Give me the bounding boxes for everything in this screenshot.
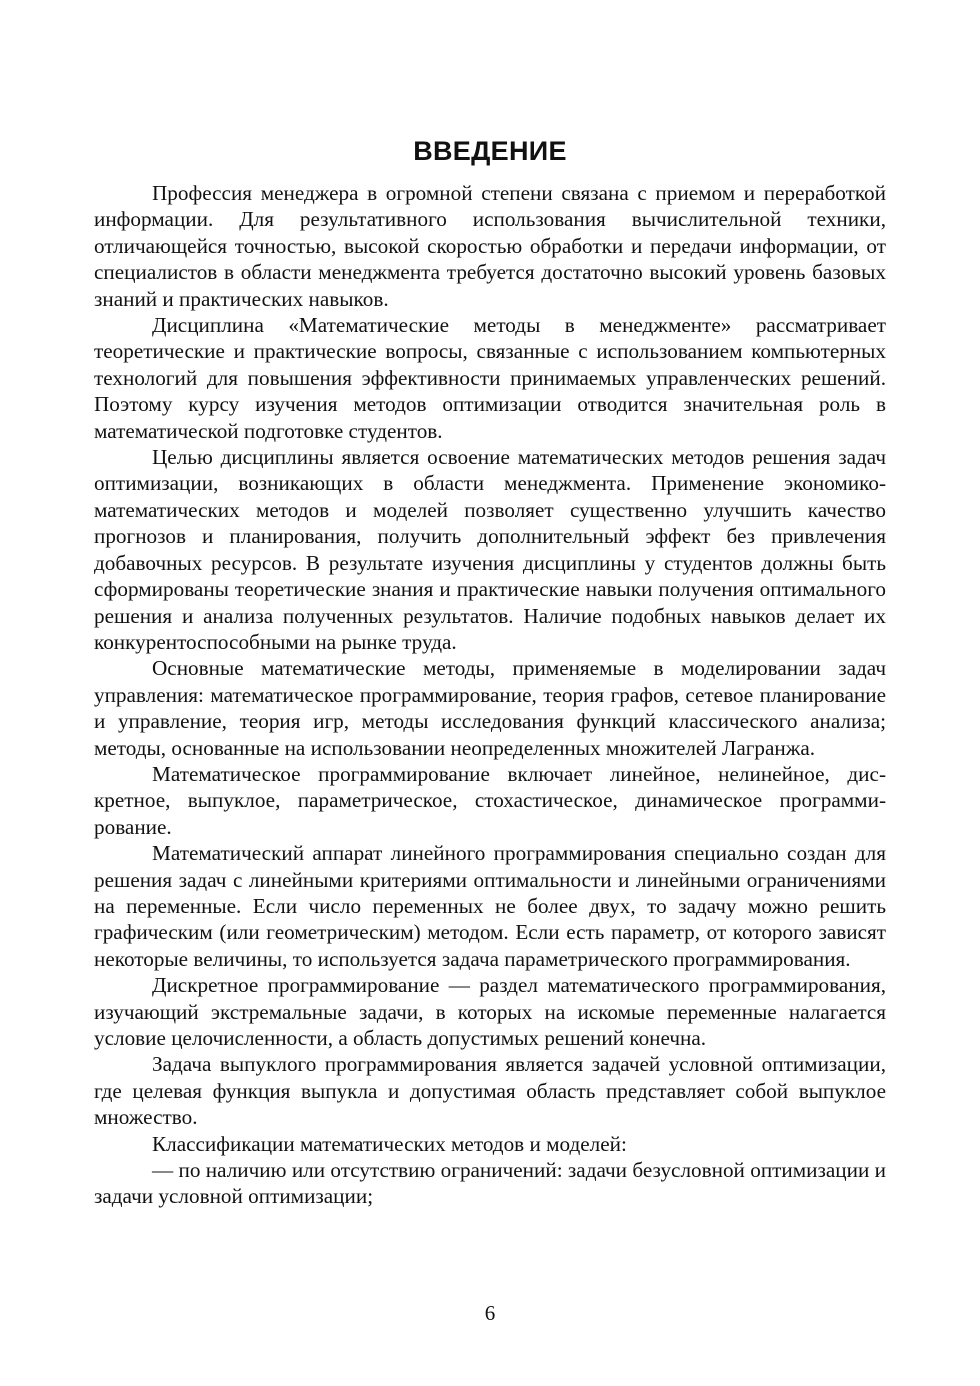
paragraph-1: Профессия менеджера в огромной степени связана с приемом и переработкой информации. Для результативного использования вычислительной техники, отличающейся точностью, высокой скоростью обработки и передачи информации, от специалистов в области менеджмента требуется достаточно высокий уровень базовых знаний и практических навыков. — [94, 181, 886, 311]
paragraph-3: Целью дисциплины является освоение математических методов решения задач оптимизации, возникающих в области менеджмента. Применение экономико-математических методов и моделей позволяет существенно улучшить качество прогнозов и планирования, получить дополнительный эффект без привлечения добавочных ресурсов. В результате изучения дисциплины у студентов должны быть сформированы теоретические знания и практические навыки получения оптимального решения и анализа полученных результатов. Наличие подобных навыков делает их конкурентоспособными на рынке труда. — [94, 445, 886, 654]
paragraph-8: Задача выпуклого программирования является задачей условной оптимизации, где целевая функция выпукла и допустимая область представляет собой выпуклое множество. — [94, 1052, 886, 1130]
paragraph-6: Математический аппарат линейного программирования специально создан для решения задач с линейными критериями оптимальности и линейными ограничениями на переменные. Если число переменных не более двух, то задачу можно решить графическим (или геометрическим) методом. Если есть параметр, от которого зависят некоторые величины, то используется задача параметрического программирования. — [94, 841, 886, 971]
page-number: 6 — [484, 1301, 496, 1325]
page-title: ВВЕДЕНИЕ — [413, 136, 567, 166]
paragraph-2: Дисциплина «Математические методы в менеджменте» рассматривает теоретические и практические вопросы, связанные с использованием компьютерных технологий для повышения эффективности принимаемых управленческих решений. Поэтому курсу изучения методов оптимизации отводится значительная роль в математической подготовке студентов. — [94, 313, 886, 443]
paragraph-7: Дискретное программирование — раздел математического программирования, изучающий экстремальные задачи, в которых на искомые переменные налагается условие целочисленности, а область допустимых решений конечна. — [94, 973, 886, 1050]
paragraph-10: — по наличию или отсутствию ограничений: задачи безусловной оптимизации и задачи условной оптимизации; — [94, 1158, 886, 1209]
body-text — [94, 180, 886, 1210]
paragraph-9: Классификации математических методов и моделей: — [152, 1131, 627, 1156]
paragraph-5: Математическое программирование включает линейное, нелинейное, дискретное, выпуклое, параметрическое, стохастическое, динамическое программирование. — [94, 761, 886, 839]
paragraph-4: Основные математические методы, применяемые в моделировании задач управления: математическое программирование, теория графов, сетевое планирование и управление, теория игр, методы исследования функций классического анализа; методы, основанные на использовании неопределенных множителей Лагранжа. — [94, 656, 886, 760]
